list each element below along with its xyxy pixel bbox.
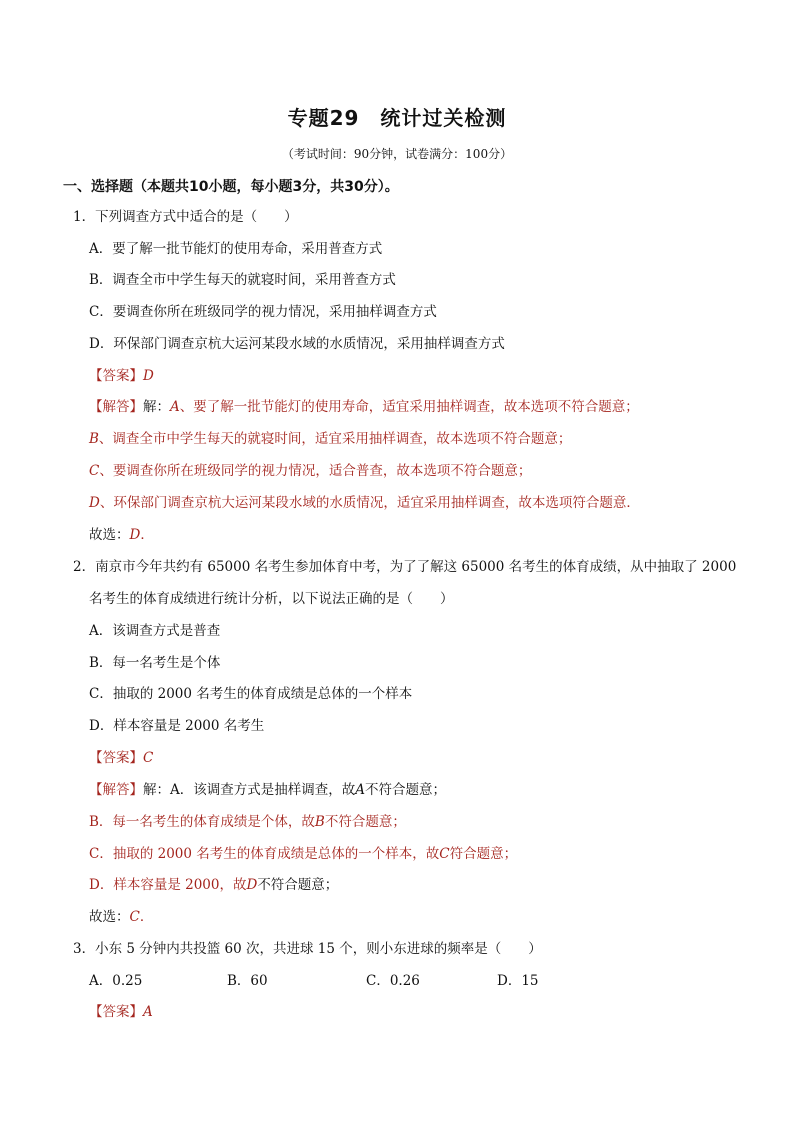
question-2-analysis-b: B．每一名考生的体育成绩是个体，故B不符合题意； xyxy=(89,814,406,830)
question-1-analysis-a: 【解答】解：A、要了解一批节能灯的使用寿命，适宜采用抽样调查，故本选项不符合题意； xyxy=(89,399,639,415)
question-3-answer xyxy=(89,1002,153,1022)
question-3-option-c: C．0.26 xyxy=(366,973,420,989)
question-1-option-c: C．要调查你所在班级同学的视力情况，采用抽样调查方式 xyxy=(89,304,437,320)
question-2-analysis-c: C．抽取的 2000 名考生的体育成绩是总体的一个样本，故C符合题意； xyxy=(89,846,518,862)
question-3-option-b: B．60 xyxy=(227,973,268,989)
question-1-stem: 1．下列调查方式中适合的是（ ） xyxy=(73,209,298,225)
question-1-analysis-b: B、调查全市中学生每天的就寝时间，适宜采用抽样调查，故本选项不符合题意； xyxy=(89,431,572,447)
analysis-tag: 【解答】 xyxy=(89,399,143,415)
question-2-analysis-a: 【解答】解：A．该调查方式是抽样调查，故A不符合题意； xyxy=(89,782,446,798)
question-2-stem-line2: 名考生的体育成绩进行统计分析，以下说法正确的是（ ） xyxy=(89,591,454,607)
question-2-stem-line1: 2．南京市今年共约有 65000 名考生参加体育中考，为了了解这 65000 名考生的体育成绩，从中抽取了 2000 xyxy=(73,559,737,575)
section-heading: 一、选择题（本题共10小题，每小题3分，共30分）。 xyxy=(63,179,399,195)
exam-info: （考试时间：90分钟，试卷满分：100分） xyxy=(281,147,513,161)
answer-value: C xyxy=(143,750,154,766)
question-1-option-b: B．调查全市中学生每天的就寝时间，采用普查方式 xyxy=(89,272,396,288)
question-1-analysis-c: C、要调查你所在班级同学的视力情况，适合普查，故本选项不符合题意； xyxy=(89,463,532,479)
question-2-option-c: C．抽取的 2000 名考生的体育成绩是总体的一个样本 xyxy=(89,686,413,702)
answer-value: D xyxy=(143,368,154,384)
question-2-answer xyxy=(89,748,153,768)
question-3-stem: 3．小东 5 分钟内共投篮 60 次，共进球 15 个，则小东进球的频率是（ ） xyxy=(73,941,542,957)
question-2-analysis-d: D．样本容量是 2000，故D不符合题意； xyxy=(89,877,339,893)
answer-tag: 【答案】 xyxy=(89,368,143,384)
answer-tag: 【答案】 xyxy=(89,750,143,766)
question-1-analysis-d: D、环保部门调查京杭大运河某段水域的水质情况，适宜采用抽样调查，故本选项符合题意． xyxy=(89,495,640,511)
page-title: 专题29 统计过关检测 xyxy=(287,106,507,130)
question-1-option-a: A．要了解一批节能灯的使用寿命，采用普查方式 xyxy=(89,241,383,257)
question-2-option-d: D．样本容量是 2000 名考生 xyxy=(89,718,265,734)
question-1-answer xyxy=(89,366,154,386)
question-1-conclusion: 故选：D． xyxy=(89,527,154,543)
question-2-option-a: A．该调查方式是普查 xyxy=(89,623,221,639)
question-1-option-d: D．环保部门调查京杭大运河某段水域的水质情况，采用抽样调查方式 xyxy=(89,336,505,352)
analysis-tag: 【解答】 xyxy=(89,782,143,798)
question-2-conclusion: 故选：C． xyxy=(89,909,154,925)
answer-tag: 【答案】 xyxy=(89,1004,143,1020)
answer-value: A xyxy=(143,1004,153,1020)
question-3-option-a: A．0.25 xyxy=(89,973,143,989)
question-2-option-b: B．每一名考生是个体 xyxy=(89,655,221,671)
question-3-option-d: D．15 xyxy=(497,973,539,989)
